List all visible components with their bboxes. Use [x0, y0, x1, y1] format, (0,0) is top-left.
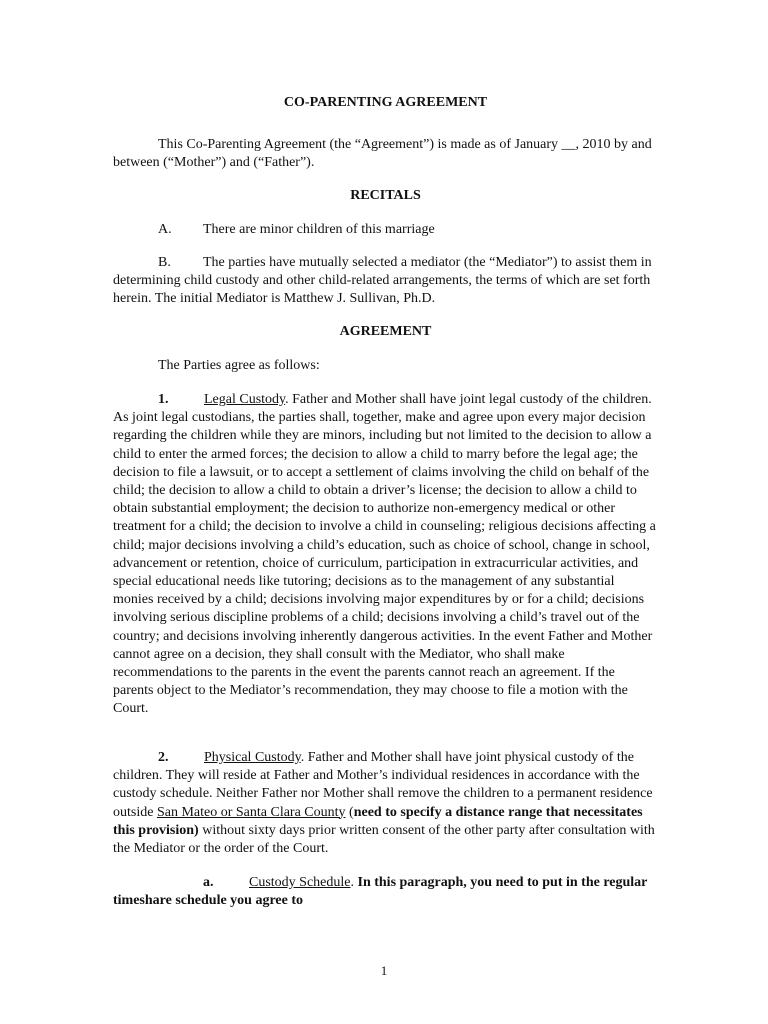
agreement-heading: AGREEMENT	[339, 324, 432, 339]
recital-b-label: B.	[158, 255, 171, 270]
location-text: San Mateo or Santa Clara County	[156, 804, 346, 820]
section-custody-schedule	[113, 874, 658, 910]
section-1-text: . Father and Mother shall have joint legal custody of the children. As joint legal custodians, the parties shall, together, make and agree upon every major decision regarding the children while they are minors, including but not limited to the decision to allow a child to enter the armed forces; the decision to allow a child to marry before the legal age; the decision to file a lawsuit, or to accept a settlement of claims involving the child on behalf of the child; the decision to allow a child to obtain a driver’s license; the decision to allow a child to obtain substantial employment; the decision to authorize non-emergency medical or other treatment for a child; the decision to involve a child in counseling; religious decisions affecting a child; major decisions involving a child’s education, such as choice of school, change in school, advancement or retention, choice of curriculum, participation in extracurricular activities, and special educational needs like tutoring; decisions as to the management of any substantial monies received by a child; decisions involving major expenditures by or for a child; decisions involving serious discipline problems of a child; decisions involving a child’s travel out of the country; and decisions involving inherently dangerous activities. In the event Father and Mother cannot agree on a decision, they shall consult with the Mediator, who shall make recommendations to the parents in the event the parents cannot reach an agreement. If the parents object to the Mediator’s recommendation, they may choose to file a motion with the Court.	[113, 392, 656, 717]
section-2-number: 2.	[158, 750, 169, 765]
document-title: CO-PARENTING AGREEMENT	[283, 95, 488, 110]
recital-b	[113, 254, 658, 309]
intro-paragraph: This Co-Parenting Agreement (the “Agreement”) is made as of January __, 2010 by and between (“Mother”) and (“Father”).	[113, 137, 652, 171]
section-2-text-c: without sixty days prior written consent of the other party after consultation with the Mediator or the order of the Court.	[113, 822, 655, 857]
recital-a-label: A.	[158, 222, 172, 237]
section-2-title: Physical Custody	[204, 750, 301, 765]
recitals-heading: RECITALS	[350, 188, 421, 203]
recital-a	[113, 221, 658, 239]
recital-a-text: There are minor children of this marriage	[203, 222, 435, 237]
section-2a-instruction: In this paragraph, you need to put in the regular timeshare schedule you agree to	[113, 875, 648, 909]
section-2a-label: a.	[203, 875, 214, 890]
distance-note: need to specify a distance range that necessitates this provision)	[113, 804, 643, 838]
section-2-text-b: (	[345, 804, 354, 820]
section-physical-custody	[113, 749, 658, 858]
section-1-number: 1.	[158, 392, 169, 407]
recital-b-text: The parties have mutually selected a mediator (the “Mediator”) to assist them in determining child custody and other child-related arrangements, the terms of which are set forth herein. The initial Mediator is Matthew J. Sullivan, Ph.D.	[113, 255, 652, 307]
section-2-text-a: . Father and Mother shall have joint physical custody of the children. They will reside at Father and Mother’s individual residences in accordance with the custody schedule. Neither Father nor Mother shall remove the children to a permanent residence outside	[113, 750, 653, 820]
section-2a-title: Custody Schedule	[249, 875, 351, 890]
agreement-lead: The Parties agree as follows:	[158, 358, 320, 373]
section-legal-custody	[113, 391, 658, 719]
page-number: 1	[380, 963, 388, 978]
section-1-title: Legal Custody	[204, 392, 286, 407]
section-2a-sep: .	[350, 875, 358, 890]
